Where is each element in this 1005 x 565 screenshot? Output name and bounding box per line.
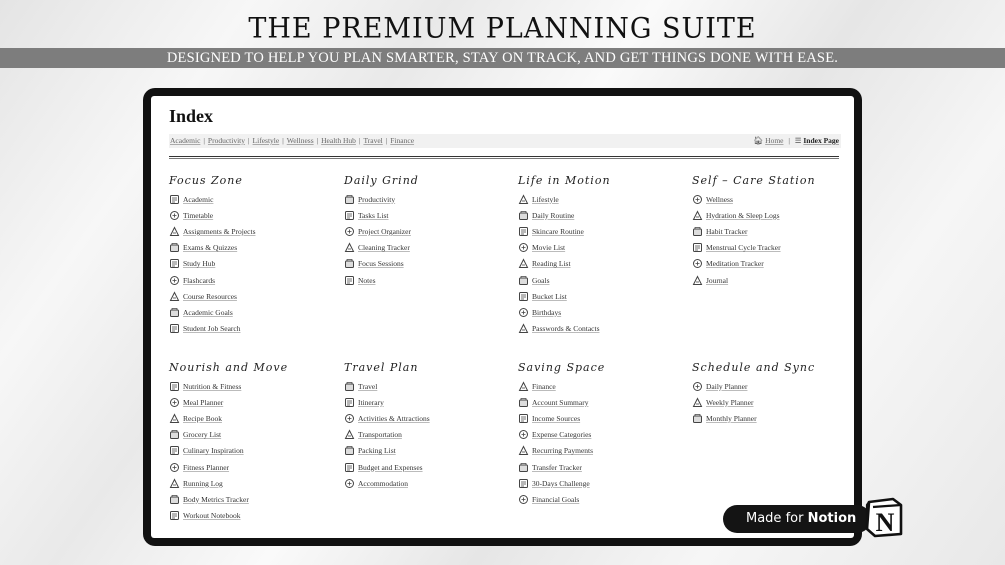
page-link-label[interactable]: Tasks List	[358, 210, 389, 220]
page-link-exams-quizzes[interactable]	[169, 240, 256, 256]
page-link-label[interactable]: Transportation	[358, 430, 402, 440]
skincare-icon	[518, 226, 529, 237]
page-link-meal-planner[interactable]	[169, 394, 288, 410]
page-link-project-organizer[interactable]	[344, 223, 419, 239]
page-link-transportation[interactable]	[344, 427, 430, 443]
routine-icon	[518, 210, 529, 221]
nav-link-wellness[interactable]: Wellness	[286, 136, 314, 145]
page-link-academic-goals[interactable]	[169, 304, 256, 320]
notion-logo-icon	[863, 496, 905, 538]
nav-link-productivity[interactable]: Productivity	[207, 136, 246, 145]
nav-link-finance[interactable]: Finance	[390, 136, 415, 145]
bucket-icon	[518, 291, 529, 302]
page-link-label[interactable]: Recipe Book	[183, 413, 222, 423]
device-frame	[143, 88, 862, 546]
section-schedule-and-sync	[692, 361, 815, 427]
page-link-label[interactable]: Passwords & Contacts	[532, 324, 600, 334]
section-nourish-and-move	[169, 361, 288, 524]
assignment-icon	[169, 226, 180, 237]
page-link-academic[interactable]	[169, 191, 256, 207]
page-link-budget-and-expenses[interactable]	[344, 459, 430, 475]
nav-links	[170, 134, 414, 148]
section-life-in-motion	[518, 174, 611, 337]
page-link-label[interactable]: Notes	[358, 275, 376, 285]
page-link-label[interactable]: Itinerary	[358, 397, 384, 407]
page-link-label[interactable]: Meditation Tracker	[706, 259, 764, 269]
page-link-birthdays[interactable]	[518, 304, 611, 320]
suitcase-icon	[344, 445, 355, 456]
page-link-income-sources[interactable]	[518, 410, 605, 426]
cart-icon	[169, 429, 180, 440]
page-link-skincare-routine[interactable]	[518, 223, 611, 239]
page-link-label[interactable]: Recurring Payments	[532, 446, 594, 456]
page-link-label[interactable]: Body Metrics Tracker	[183, 494, 249, 504]
section-title: Daily Grind	[344, 174, 419, 187]
made-for-notion-badge	[723, 505, 871, 533]
calendar-week-icon	[692, 397, 703, 408]
page-link-movie-list[interactable]	[518, 240, 611, 256]
page-link-menstrual-cycle-tracker[interactable]	[692, 240, 816, 256]
cycle-icon	[692, 242, 703, 253]
page-link-label[interactable]: Travel	[358, 381, 378, 391]
section-saving-space	[518, 361, 605, 508]
page-link-fitness-planner[interactable]	[169, 459, 288, 475]
page-link-itinerary[interactable]	[344, 394, 430, 410]
page-link-label[interactable]: Finance	[532, 381, 556, 391]
page-link-daily-routine[interactable]	[518, 207, 611, 223]
notion-logo-letter: N	[875, 508, 895, 537]
meditation-icon	[692, 258, 703, 269]
page-link-body-metrics-tracker[interactable]	[169, 491, 288, 507]
document-icon	[169, 210, 180, 221]
page-link-label[interactable]: Weekly Planner	[706, 397, 754, 407]
page-link-30-days-challenge[interactable]	[518, 475, 605, 491]
page-link-meditation-tracker[interactable]	[692, 256, 816, 272]
nav-separator: |	[282, 136, 284, 145]
page-link-focus-sessions[interactable]	[344, 256, 419, 272]
page-link-bucket-list[interactable]	[518, 288, 611, 304]
journal-icon	[692, 275, 703, 286]
nav-link-travel[interactable]: Travel	[363, 136, 383, 145]
page-link-study-hub[interactable]	[169, 256, 256, 272]
page-link-label[interactable]: Lifestyle	[532, 194, 559, 204]
section-title: Saving Space	[518, 361, 606, 374]
folder-icon	[169, 291, 180, 302]
page-link-expense-categories[interactable]	[518, 427, 605, 443]
timer-icon	[344, 258, 355, 269]
section-daily-grind	[344, 174, 419, 288]
nav-separator: |	[248, 136, 250, 145]
page-link-label[interactable]: 30-Days Challenge	[532, 478, 590, 488]
section-travel-plan	[344, 361, 430, 491]
hero-subtitle: DESIGNED TO HELP YOU PLAN SMARTER, STAY ON TRACK, AND GET THINGS DONE WITH EASE.	[166, 50, 839, 66]
water-drop-icon	[692, 210, 703, 221]
page-link-nutrition-fitness[interactable]	[169, 378, 288, 394]
page-link-passwords-contacts[interactable]	[518, 321, 611, 337]
page-link-accommodation[interactable]	[344, 475, 430, 491]
page-link-label[interactable]: Timetable	[183, 210, 214, 220]
page-link-lifestyle[interactable]	[518, 191, 611, 207]
calendar-icon	[692, 381, 703, 392]
nav-home-link[interactable]: Home	[765, 136, 784, 145]
nav-separator: |	[316, 136, 319, 145]
notebook-icon	[169, 510, 180, 521]
page-link-label[interactable]: Reading List	[532, 259, 571, 269]
section-self-care-station	[692, 174, 816, 288]
graduation-cap-icon	[169, 194, 180, 205]
chart-icon	[344, 194, 355, 205]
goal-icon	[518, 494, 529, 505]
globe-icon	[344, 381, 355, 392]
page-link-label[interactable]: Skincare Routine	[532, 226, 584, 236]
landmark-icon	[344, 413, 355, 424]
home-icon: 🏠︎	[753, 136, 764, 145]
page-link-label[interactable]: Expense Categories	[532, 430, 592, 440]
exam-icon	[169, 242, 180, 253]
map-icon	[344, 397, 355, 408]
page-link-label[interactable]: Wellness	[706, 194, 733, 204]
badge-prefix: Made for	[746, 511, 804, 526]
target-icon	[344, 226, 355, 237]
recurring-icon	[518, 445, 529, 456]
book-icon	[169, 258, 180, 269]
section-title: Schedule and Sync	[692, 361, 816, 374]
chef-icon	[169, 445, 180, 456]
page-link-grocery-list[interactable]	[169, 427, 288, 443]
page-link-account-summary[interactable]	[518, 394, 605, 410]
page-link-notes[interactable]	[344, 272, 419, 288]
page-link-label[interactable]: Account Summary	[532, 397, 589, 407]
transfer-icon	[518, 462, 529, 473]
page-link-weekly-planner[interactable]	[692, 394, 815, 410]
meal-icon	[169, 397, 180, 408]
page-link-travel[interactable]	[344, 378, 430, 394]
scale-icon	[169, 494, 180, 505]
page-link-tasks-list[interactable]	[344, 207, 419, 223]
page-link-label[interactable]: Monthly Planner	[706, 413, 757, 423]
section-title: Self – Care Station	[692, 174, 816, 187]
page-link-label[interactable]: Goals	[532, 275, 550, 285]
page-link-timetable[interactable]	[169, 207, 256, 223]
navigation-bar	[169, 134, 841, 148]
notion-page	[151, 96, 854, 538]
nav-link-lifestyle[interactable]: Lifestyle	[252, 136, 280, 145]
page-link-label[interactable]: Habit Tracker	[706, 226, 748, 236]
lock-icon	[518, 323, 529, 334]
page-link-label[interactable]: Transfer Tracker	[532, 462, 582, 472]
page-link-running-log[interactable]	[169, 475, 288, 491]
challenge-icon	[518, 478, 529, 489]
page-link-label[interactable]: Running Log	[183, 478, 223, 488]
expense-icon	[518, 429, 529, 440]
section-title: Life in Motion	[518, 174, 611, 187]
page-link-label[interactable]: Menstrual Cycle Tracker	[706, 243, 781, 253]
page-link-label[interactable]: Journal	[706, 275, 729, 285]
page-link-label[interactable]: Hydration & Sleep Logs	[706, 210, 780, 220]
page-link-label[interactable]: Cleaning Tracker	[358, 243, 410, 253]
page-link-journal[interactable]	[692, 272, 816, 288]
divider	[169, 156, 839, 159]
page-link-label[interactable]: Financial Goals	[532, 494, 580, 504]
hero-title: THE PREMIUM PLANNING SUITE	[248, 12, 757, 45]
page-link-label[interactable]: Movie List	[532, 243, 566, 253]
nav-separator: |	[385, 136, 388, 145]
nav-link-academic[interactable]: Academic	[170, 136, 201, 145]
section-title: Nourish and Move	[169, 361, 289, 374]
page-link-course-resources[interactable]	[169, 288, 256, 304]
recipe-icon	[169, 413, 180, 424]
page-link-financial-goals[interactable]	[518, 491, 605, 507]
page-link-label[interactable]: Student Job Search	[183, 324, 241, 334]
wellness-icon	[692, 194, 703, 205]
page-link-student-job-search[interactable]	[169, 321, 256, 337]
cards-icon	[169, 275, 180, 286]
page-link-label[interactable]: Assignments & Projects	[183, 226, 256, 236]
hero-subtitle-band	[0, 48, 1005, 68]
page-link-label[interactable]: Bucket List	[532, 291, 567, 301]
page-link-label[interactable]: Budget and Expenses	[358, 462, 423, 472]
nav-link-health-hub[interactable]: Health Hub	[321, 136, 356, 145]
page-link-label[interactable]: Flashcards	[183, 275, 216, 285]
wallet-icon	[344, 462, 355, 473]
house-icon	[344, 478, 355, 489]
book-icon	[518, 258, 529, 269]
page-title: Index	[169, 106, 214, 126]
page-link-label[interactable]: Daily Planner	[706, 381, 748, 391]
calendar-month-icon	[692, 413, 703, 424]
broom-icon	[344, 242, 355, 253]
nav-separator: |	[358, 136, 361, 145]
page-link-label[interactable]: Exams & Quizzes	[183, 243, 238, 253]
page-link-label[interactable]: Accommodation	[358, 478, 408, 488]
nav-separator: |	[788, 136, 790, 145]
page-link-label[interactable]: Birthdays	[532, 307, 562, 317]
page-link-label[interactable]: Packing List	[358, 446, 396, 456]
page-link-label[interactable]: Course Resources	[183, 291, 237, 301]
page-link-culinary-inspiration[interactable]	[169, 443, 288, 459]
nutrition-icon	[169, 381, 180, 392]
page-link-flashcards[interactable]	[169, 272, 256, 288]
notes-icon	[344, 275, 355, 286]
page-link-daily-planner[interactable]	[692, 378, 815, 394]
section-focus-zone	[169, 174, 256, 337]
page-link-reading-list[interactable]	[518, 256, 611, 272]
page-link-label[interactable]: Focus Sessions	[358, 259, 404, 269]
page-link-label[interactable]: Nutrition & Fitness	[183, 381, 242, 391]
bank-icon	[518, 397, 529, 408]
goal-icon	[518, 275, 529, 286]
nav-index-link[interactable]: Index Page	[803, 136, 839, 145]
page-link-label[interactable]: Study Hub	[183, 259, 216, 269]
income-icon	[518, 413, 529, 424]
page-link-transfer-tracker[interactable]	[518, 459, 605, 475]
page-link-wellness[interactable]	[692, 191, 816, 207]
page-link-label[interactable]: Workout Notebook	[183, 511, 241, 521]
finance-icon	[518, 381, 529, 392]
page-link-label[interactable]: Academic Goals	[183, 307, 233, 317]
section-title: Focus Zone	[169, 174, 243, 187]
search-document-icon	[169, 323, 180, 334]
list-icon: ☰	[794, 136, 802, 145]
badge-brand: Notion	[807, 511, 857, 526]
page-link-label[interactable]: Project Organizer	[358, 226, 411, 236]
page-link-goals[interactable]	[518, 272, 611, 288]
section-title: Travel Plan	[344, 361, 419, 374]
page-link-label[interactable]: Activities & Attractions	[358, 413, 430, 423]
page-link-monthly-planner[interactable]	[692, 410, 815, 426]
movie-icon	[518, 242, 529, 253]
nav-right	[753, 134, 839, 148]
page-link-recipe-book[interactable]	[169, 410, 288, 426]
cake-icon	[518, 307, 529, 318]
page-link-activities-attractions[interactable]	[344, 410, 430, 426]
page-link-label[interactable]: Daily Routine	[532, 210, 575, 220]
page-link-label[interactable]: Culinary Inspiration	[183, 446, 244, 456]
page-link-label[interactable]: Fitness Planner	[183, 462, 230, 472]
page-link-assignments-projects[interactable]	[169, 223, 256, 239]
running-icon	[169, 478, 180, 489]
habit-icon	[692, 226, 703, 237]
nav-separator: |	[203, 136, 205, 145]
page-link-productivity[interactable]	[344, 191, 419, 207]
goal-icon	[169, 307, 180, 318]
checklist-icon	[344, 210, 355, 221]
plane-icon	[344, 429, 355, 440]
page-link-label[interactable]: Meal Planner	[183, 397, 224, 407]
page-link-packing-list[interactable]	[344, 443, 430, 459]
page-link-hydration-sleep-logs[interactable]	[692, 207, 816, 223]
lifestyle-icon	[518, 194, 529, 205]
page-link-label[interactable]: Academic	[183, 194, 214, 204]
page-link-finance[interactable]	[518, 378, 605, 394]
dumbbell-icon	[169, 462, 180, 473]
page-link-label[interactable]: Income Sources	[532, 413, 581, 423]
page-link-label[interactable]: Grocery List	[183, 430, 222, 440]
page-link-cleaning-tracker[interactable]	[344, 240, 419, 256]
page-link-workout-notebook[interactable]	[169, 508, 288, 524]
page-link-habit-tracker[interactable]	[692, 223, 816, 239]
page-link-recurring-payments[interactable]	[518, 443, 605, 459]
page-link-label[interactable]: Productivity	[358, 194, 396, 204]
